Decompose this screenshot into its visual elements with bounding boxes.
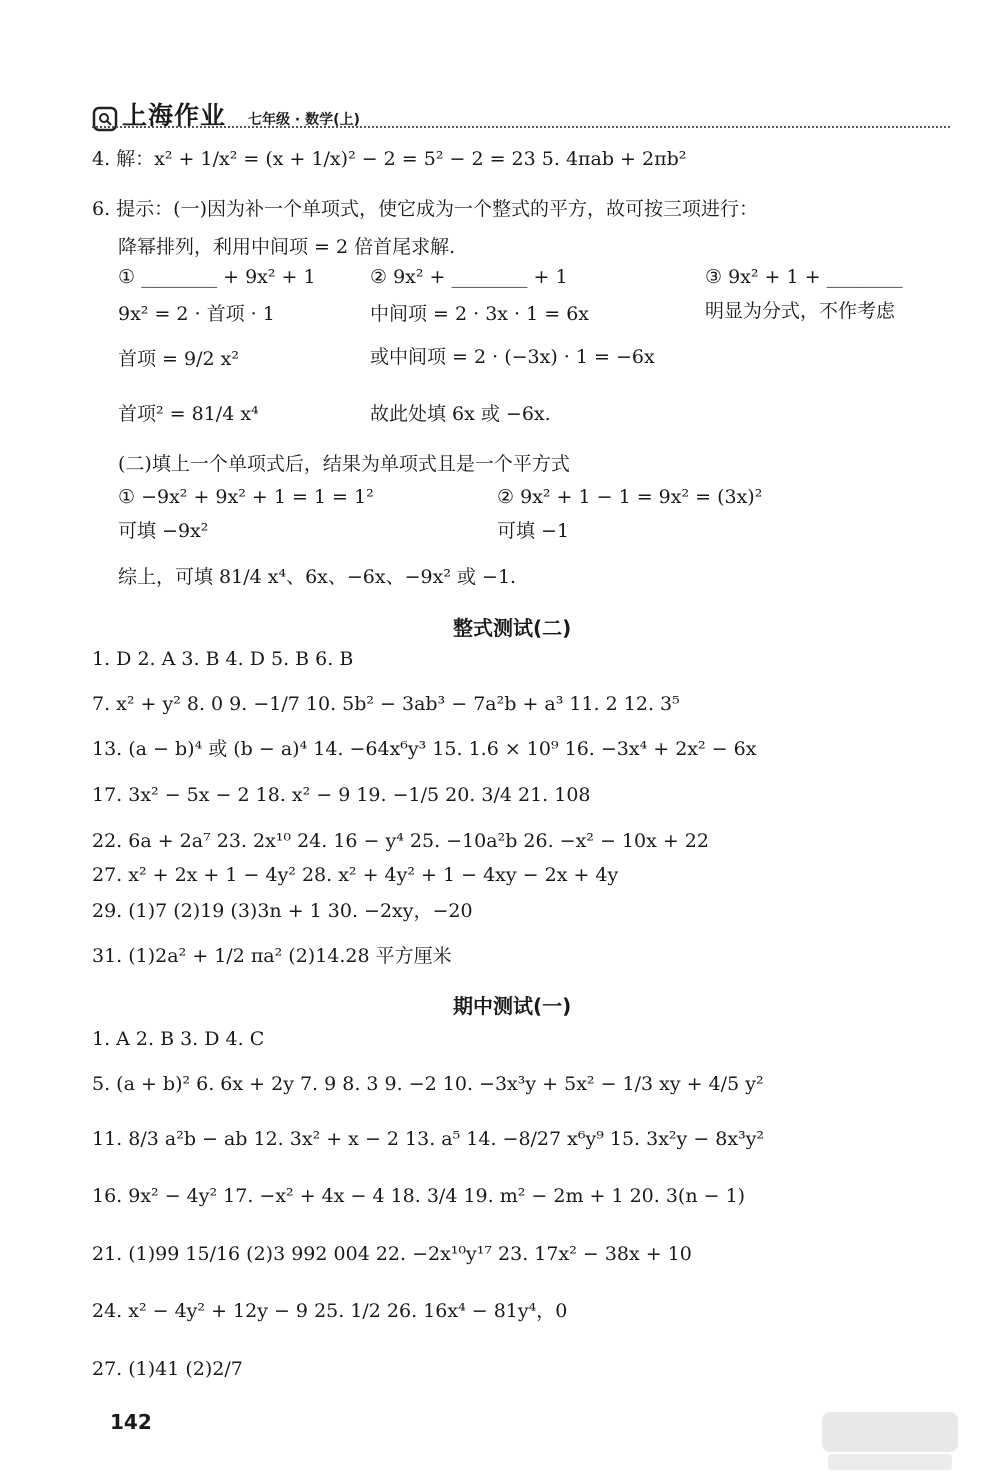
- answer-line: 1. D 2. A 3. B 4. D 5. B 6. B: [92, 648, 354, 670]
- section-heading: 整式测试(二): [453, 616, 572, 640]
- answer-line: ② 9x² + ________ + 1: [370, 266, 568, 288]
- answer-line: 可填 −9x²: [118, 520, 209, 542]
- answer-line: 22. 6a + 2a⁷ 23. 2x¹⁰ 24. 16 − y⁴ 25. −10a²b 26. −x² − 10x + 22: [92, 830, 709, 852]
- answer-line: 降幂排列，利用中间项 = 2 倍首尾求解.: [118, 236, 456, 258]
- answer-line: 首项² = 81/4 x⁴: [118, 403, 259, 425]
- search-icon: [92, 106, 118, 132]
- header-divider: [92, 126, 950, 128]
- answer-line: 27. (1)41 (2)2/7: [92, 1358, 243, 1380]
- book-subtitle: 七年级 · 数学(上): [248, 112, 360, 128]
- answer-line: ① −9x² + 9x² + 1 = 1 = 1²: [118, 486, 374, 508]
- answer-line: 29. (1)7 (2)19 (3)3n + 1 30. −2xy，−20: [92, 900, 473, 922]
- answer-line: 16. 9x² − 4y² 17. −x² + 4x − 4 18. 3/4 19. m² − 2m + 1 20. 3(n − 1): [92, 1185, 746, 1207]
- answer-line: 综上，可填 81/4 x⁴、6x、−6x、−9x² 或 −1.: [118, 566, 517, 588]
- answer-line: 1. A 2. B 3. D 4. C: [92, 1028, 265, 1050]
- answer-line: 11. 8/3 a²b − ab 12. 3x² + x − 2 13. a⁵ 14. −8/27 x⁶y⁹ 15. 3x²y − 8x³y²: [92, 1128, 765, 1150]
- answer-line: 4. 解：x² + 1/x² = (x + 1/x)² − 2 = 5² − 2 = 23 5. 4πab + 2πb²: [92, 148, 687, 170]
- answer-line: 13. (a − b)⁴ 或 (b − a)⁴ 14. −64x⁶y³ 15. 1.6 × 10⁹ 16. −3x⁴ + 2x² − 6x: [92, 738, 757, 760]
- answer-line: 明显为分式，不作考虑: [705, 300, 896, 322]
- answer-line: ② 9x² + 1 − 1 = 9x² = (3x)²: [497, 486, 763, 508]
- answer-line: ③ 9x² + 1 + ________: [705, 266, 903, 288]
- answer-line: 6. 提示：(一)因为补一个单项式，使它成为一个整式的平方，故可按三项进行：: [92, 198, 758, 220]
- watermark-logo: [820, 1410, 960, 1472]
- answer-line: 27. x² + 2x + 1 − 4y² 28. x² + 4y² + 1 − 4xy − 2x + 4y: [92, 864, 619, 886]
- answer-line: 首项 = 9/2 x²: [118, 348, 239, 370]
- brand-title: 上海作业: [122, 101, 227, 130]
- page-number: 142: [110, 1410, 152, 1434]
- answer-line: 5. (a + b)² 6. 6x + 2y 7. 9 8. 3 9. −2 10. −3x³y + 5x² − 1/3 xy + 4/5 y²: [92, 1073, 764, 1095]
- answer-line: (二)填上一个单项式后，结果为单项式且是一个平方式: [118, 453, 570, 475]
- answer-line: 故此处填 6x 或 −6x.: [370, 403, 551, 425]
- answer-line: 9x² = 2 · 首项 · 1: [118, 303, 275, 325]
- section-heading: 期中测试(一): [453, 994, 572, 1018]
- answer-line: ① ________ + 9x² + 1: [118, 266, 316, 288]
- answer-line: 17. 3x² − 5x − 2 18. x² − 9 19. −1/5 20. 3/4 21. 108: [92, 784, 591, 806]
- answer-line: 24. x² − 4y² + 12y − 9 25. 1/2 26. 16x⁴ − 81y⁴，0: [92, 1300, 568, 1322]
- answer-line: 中间项 = 2 · 3x · 1 = 6x: [370, 303, 590, 325]
- answer-line: 21. (1)99 15/16 (2)3 992 004 22. −2x¹⁰y¹⁷ 23. 17x² − 38x + 10: [92, 1243, 692, 1265]
- answer-line: 7. x² + y² 8. 0 9. −1/7 10. 5b² − 3ab³ − 7a²b + a³ 11. 2 12. 3⁵: [92, 693, 680, 715]
- answer-line: 31. (1)2a² + 1/2 πa² (2)14.28 平方厘米: [92, 945, 452, 967]
- answer-line: 或中间项 = 2 · (−3x) · 1 = −6x: [370, 346, 655, 368]
- answer-line: 可填 −1: [497, 520, 570, 542]
